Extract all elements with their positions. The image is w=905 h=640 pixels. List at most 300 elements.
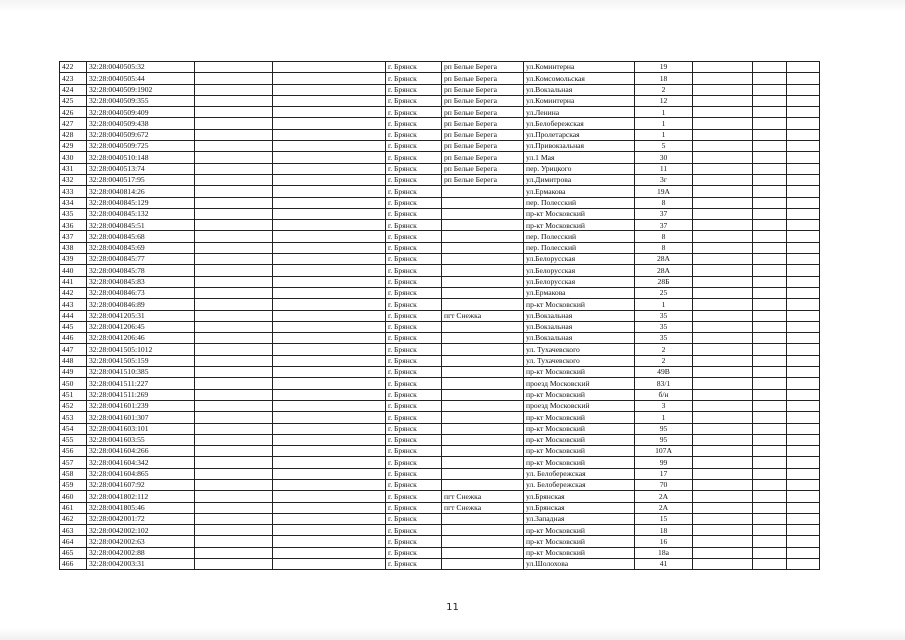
empty-col-c-cell <box>693 208 753 219</box>
empty-col-a-cell <box>195 186 273 197</box>
empty-col-a-cell <box>195 344 273 355</box>
city-cell: г. Брянск <box>386 479 442 490</box>
empty-col-d-cell <box>753 141 787 152</box>
empty-col-c-cell <box>693 186 753 197</box>
empty-col-b-cell <box>273 446 386 457</box>
empty-col-d-cell <box>753 536 787 547</box>
house-number-cell: б/н <box>635 389 693 400</box>
empty-col-d-cell <box>753 84 787 95</box>
empty-col-d-cell <box>753 344 787 355</box>
cadastral-number-cell: 32:28:0041206:46 <box>87 333 195 344</box>
house-number-cell: 37 <box>635 220 693 231</box>
house-number-cell: 28А <box>635 254 693 265</box>
empty-col-a-cell <box>195 95 273 106</box>
row-number-cell: 429 <box>60 141 87 152</box>
settlement-cell: пгт Снежка <box>442 502 524 513</box>
settlement-cell <box>442 513 524 524</box>
house-number-cell: 2 <box>635 344 693 355</box>
settlement-cell <box>442 321 524 332</box>
cadastral-number-cell: 32:28:0040845:69 <box>87 242 195 253</box>
empty-col-d-cell <box>753 129 787 140</box>
empty-col-d-cell <box>753 95 787 106</box>
empty-col-c-cell <box>693 197 753 208</box>
street-cell: ул.Комсомольская <box>524 73 635 84</box>
table-row <box>60 220 820 231</box>
empty-col-d-cell <box>753 174 787 185</box>
row-number-cell: 441 <box>60 276 87 287</box>
table-row <box>60 231 820 242</box>
settlement-cell: рп Белые Берега <box>442 129 524 140</box>
cadastral-number-cell: 32:28:0041805:46 <box>87 502 195 513</box>
street-cell: ул.1 Мая <box>524 152 635 163</box>
empty-col-d-cell <box>753 152 787 163</box>
row-number-cell: 431 <box>60 163 87 174</box>
empty-col-a-cell <box>195 242 273 253</box>
empty-col-c-cell <box>693 62 753 73</box>
street-cell: ул.Коминтерна <box>524 95 635 106</box>
table-row <box>60 107 820 118</box>
row-number-cell: 450 <box>60 378 87 389</box>
empty-col-d-cell <box>753 276 787 287</box>
table-row <box>60 129 820 140</box>
settlement-cell <box>442 525 524 536</box>
empty-col-b-cell <box>273 276 386 287</box>
city-cell: г. Брянск <box>386 141 442 152</box>
empty-col-e-cell <box>787 107 820 118</box>
empty-col-a-cell <box>195 513 273 524</box>
empty-col-d-cell <box>753 378 787 389</box>
settlement-cell <box>442 287 524 298</box>
empty-col-e-cell <box>787 118 820 129</box>
empty-col-a-cell <box>195 220 273 231</box>
table-row <box>60 265 820 276</box>
empty-col-b-cell <box>273 62 386 73</box>
cadastral-number-cell: 32:28:0040845:83 <box>87 276 195 287</box>
table-row <box>60 118 820 129</box>
street-cell: ул.Пролетарская <box>524 129 635 140</box>
house-number-cell: 18 <box>635 525 693 536</box>
table-row <box>60 242 820 253</box>
cadastral-number-cell: 32:28:0041510:385 <box>87 367 195 378</box>
house-number-cell: 1 <box>635 299 693 310</box>
street-cell: ул. Тухачевского <box>524 355 635 366</box>
house-number-cell: 30 <box>635 152 693 163</box>
table-row <box>60 547 820 558</box>
cadastral-number-cell: 32:28:0040510:148 <box>87 152 195 163</box>
empty-col-a-cell <box>195 468 273 479</box>
street-cell: пр-кт Московский <box>524 389 635 400</box>
empty-col-c-cell <box>693 310 753 321</box>
city-cell: г. Брянск <box>386 468 442 479</box>
empty-col-c-cell <box>693 265 753 276</box>
settlement-cell <box>442 242 524 253</box>
empty-col-a-cell <box>195 231 273 242</box>
empty-col-c-cell <box>693 536 753 547</box>
empty-col-b-cell <box>273 254 386 265</box>
empty-col-d-cell <box>753 434 787 445</box>
empty-col-e-cell <box>787 355 820 366</box>
cadastral-number-cell: 32:28:0040509:438 <box>87 118 195 129</box>
empty-col-b-cell <box>273 525 386 536</box>
house-number-cell: 35 <box>635 310 693 321</box>
empty-col-a-cell <box>195 265 273 276</box>
row-number-cell: 452 <box>60 400 87 411</box>
empty-col-a-cell <box>195 423 273 434</box>
house-number-cell: 18а <box>635 547 693 558</box>
settlement-cell <box>442 479 524 490</box>
empty-col-e-cell <box>787 287 820 298</box>
house-number-cell: 15 <box>635 513 693 524</box>
empty-col-b-cell <box>273 502 386 513</box>
empty-col-e-cell <box>787 163 820 174</box>
cadastral-number-cell: 32:28:0041601:239 <box>87 400 195 411</box>
empty-col-d-cell <box>753 400 787 411</box>
street-cell: пр-кт Московский <box>524 547 635 558</box>
table-row <box>60 559 820 570</box>
house-number-cell: 11 <box>635 163 693 174</box>
empty-col-e-cell <box>787 186 820 197</box>
row-number-cell: 424 <box>60 84 87 95</box>
house-number-cell: 49В <box>635 367 693 378</box>
city-cell: г. Брянск <box>386 536 442 547</box>
house-number-cell: 2А <box>635 502 693 513</box>
empty-col-a-cell <box>195 129 273 140</box>
table-row <box>60 333 820 344</box>
empty-col-d-cell <box>753 446 787 457</box>
empty-col-c-cell <box>693 457 753 468</box>
settlement-cell: рп Белые Берега <box>442 141 524 152</box>
settlement-cell <box>442 400 524 411</box>
empty-col-b-cell <box>273 513 386 524</box>
empty-col-b-cell <box>273 231 386 242</box>
empty-col-c-cell <box>693 434 753 445</box>
empty-col-a-cell <box>195 333 273 344</box>
empty-col-a-cell <box>195 299 273 310</box>
empty-col-a-cell <box>195 502 273 513</box>
empty-col-b-cell <box>273 536 386 547</box>
row-number-cell: 461 <box>60 502 87 513</box>
empty-col-a-cell <box>195 412 273 423</box>
street-cell: пр-кт Московский <box>524 434 635 445</box>
city-cell: г. Брянск <box>386 434 442 445</box>
empty-col-d-cell <box>753 491 787 502</box>
empty-col-c-cell <box>693 174 753 185</box>
row-number-cell: 437 <box>60 231 87 242</box>
empty-col-d-cell <box>753 525 787 536</box>
city-cell: г. Брянск <box>386 310 442 321</box>
empty-col-d-cell <box>753 231 787 242</box>
empty-col-e-cell <box>787 299 820 310</box>
empty-col-e-cell <box>787 265 820 276</box>
empty-col-a-cell <box>195 197 273 208</box>
cadastral-number-cell: 32:28:0040509:409 <box>87 107 195 118</box>
house-number-cell: 95 <box>635 434 693 445</box>
cadastral-number-cell: 32:28:0041511:269 <box>87 389 195 400</box>
cadastral-number-cell: 32:28:0040509:355 <box>87 95 195 106</box>
empty-col-e-cell <box>787 174 820 185</box>
street-cell: ул.Белорусская <box>524 276 635 287</box>
table-row <box>60 457 820 468</box>
row-number-cell: 430 <box>60 152 87 163</box>
settlement-cell: рп Белые Берега <box>442 84 524 95</box>
empty-col-d-cell <box>753 220 787 231</box>
street-cell: пер. Полесский <box>524 242 635 253</box>
house-number-cell: 35 <box>635 321 693 332</box>
empty-col-c-cell <box>693 118 753 129</box>
house-number-cell: 2 <box>635 84 693 95</box>
empty-col-c-cell <box>693 152 753 163</box>
empty-col-b-cell <box>273 389 386 400</box>
empty-col-b-cell <box>273 186 386 197</box>
house-number-cell: 2 <box>635 355 693 366</box>
empty-col-c-cell <box>693 321 753 332</box>
street-cell: пер. Урицкого <box>524 163 635 174</box>
empty-col-b-cell <box>273 367 386 378</box>
row-number-cell: 462 <box>60 513 87 524</box>
row-number-cell: 458 <box>60 468 87 479</box>
settlement-cell <box>442 254 524 265</box>
empty-col-a-cell <box>195 491 273 502</box>
city-cell: г. Брянск <box>386 389 442 400</box>
city-cell: г. Брянск <box>386 208 442 219</box>
settlement-cell: рп Белые Берега <box>442 152 524 163</box>
empty-col-e-cell <box>787 208 820 219</box>
empty-col-d-cell <box>753 333 787 344</box>
row-number-cell: 433 <box>60 186 87 197</box>
empty-col-b-cell <box>273 355 386 366</box>
settlement-cell <box>442 434 524 445</box>
settlement-cell <box>442 265 524 276</box>
empty-col-c-cell <box>693 502 753 513</box>
empty-col-c-cell <box>693 242 753 253</box>
house-number-cell: 2А <box>635 491 693 502</box>
city-cell: г. Брянск <box>386 73 442 84</box>
empty-col-b-cell <box>273 152 386 163</box>
row-number-cell: 453 <box>60 412 87 423</box>
scan-edge-top <box>0 0 905 12</box>
city-cell: г. Брянск <box>386 491 442 502</box>
street-cell: ул.Вокзальная <box>524 84 635 95</box>
empty-col-e-cell <box>787 434 820 445</box>
empty-col-e-cell <box>787 389 820 400</box>
empty-col-e-cell <box>787 242 820 253</box>
empty-col-d-cell <box>753 208 787 219</box>
table-row <box>60 502 820 513</box>
row-number-cell: 440 <box>60 265 87 276</box>
empty-col-d-cell <box>753 389 787 400</box>
empty-col-d-cell <box>753 299 787 310</box>
street-cell: ул.Вокзальная <box>524 310 635 321</box>
empty-col-d-cell <box>753 547 787 558</box>
cadastral-number-cell: 32:28:0041603:55 <box>87 434 195 445</box>
house-number-cell: 8 <box>635 231 693 242</box>
empty-col-c-cell <box>693 107 753 118</box>
empty-col-a-cell <box>195 536 273 547</box>
empty-col-b-cell <box>273 378 386 389</box>
cadastral-number-cell: 32:28:0040509:1902 <box>87 84 195 95</box>
table-row <box>60 299 820 310</box>
row-number-cell: 455 <box>60 434 87 445</box>
house-number-cell: 28Б <box>635 276 693 287</box>
city-cell: г. Брянск <box>386 231 442 242</box>
empty-col-e-cell <box>787 536 820 547</box>
cadastral-number-cell: 32:28:0040845:132 <box>87 208 195 219</box>
house-number-cell: 25 <box>635 287 693 298</box>
city-cell: г. Брянск <box>386 220 442 231</box>
empty-col-a-cell <box>195 389 273 400</box>
empty-col-a-cell <box>195 355 273 366</box>
city-cell: г. Брянск <box>386 367 442 378</box>
settlement-cell <box>442 276 524 287</box>
cadastral-number-cell: 32:28:0040845:129 <box>87 197 195 208</box>
empty-col-b-cell <box>273 400 386 411</box>
empty-col-d-cell <box>753 163 787 174</box>
house-number-cell: 28А <box>635 265 693 276</box>
empty-col-e-cell <box>787 491 820 502</box>
row-number-cell: 454 <box>60 423 87 434</box>
street-cell: ул.Димитрова <box>524 174 635 185</box>
house-number-cell: 16 <box>635 536 693 547</box>
city-cell: г. Брянск <box>386 152 442 163</box>
city-cell: г. Брянск <box>386 84 442 95</box>
empty-col-d-cell <box>753 310 787 321</box>
street-cell: пр-кт Московский <box>524 446 635 457</box>
cadastral-number-cell: 32:28:0040509:672 <box>87 129 195 140</box>
city-cell: г. Брянск <box>386 547 442 558</box>
empty-col-b-cell <box>273 107 386 118</box>
empty-col-a-cell <box>195 378 273 389</box>
empty-col-d-cell <box>753 502 787 513</box>
empty-col-d-cell <box>753 118 787 129</box>
row-number-cell: 443 <box>60 299 87 310</box>
empty-col-a-cell <box>195 62 273 73</box>
row-number-cell: 442 <box>60 287 87 298</box>
row-number-cell: 457 <box>60 457 87 468</box>
house-number-cell: 70 <box>635 479 693 490</box>
cadastral-number-cell: 32:28:0041505:1012 <box>87 344 195 355</box>
empty-col-d-cell <box>753 265 787 276</box>
settlement-cell: пгт Снежка <box>442 491 524 502</box>
row-number-cell: 459 <box>60 479 87 490</box>
row-number-cell: 426 <box>60 107 87 118</box>
street-cell: проезд Московский <box>524 378 635 389</box>
row-number-cell: 425 <box>60 95 87 106</box>
empty-col-c-cell <box>693 559 753 570</box>
cadastral-number-cell: 32:28:0040846:89 <box>87 299 195 310</box>
settlement-cell <box>442 378 524 389</box>
empty-col-c-cell <box>693 400 753 411</box>
empty-col-a-cell <box>195 310 273 321</box>
table-row <box>60 344 820 355</box>
row-number-cell: 447 <box>60 344 87 355</box>
table-row <box>60 355 820 366</box>
city-cell: г. Брянск <box>386 129 442 140</box>
empty-col-a-cell <box>195 400 273 411</box>
empty-col-e-cell <box>787 513 820 524</box>
row-number-cell: 428 <box>60 129 87 140</box>
table-row <box>60 468 820 479</box>
settlement-cell <box>442 299 524 310</box>
table-row <box>60 62 820 73</box>
street-cell: ул.Брянская <box>524 502 635 513</box>
empty-col-d-cell <box>753 367 787 378</box>
city-cell: г. Брянск <box>386 378 442 389</box>
house-number-cell: 1 <box>635 107 693 118</box>
empty-col-e-cell <box>787 84 820 95</box>
city-cell: г. Брянск <box>386 457 442 468</box>
street-cell: пр-кт Московский <box>524 220 635 231</box>
empty-col-d-cell <box>753 468 787 479</box>
row-number-cell: 446 <box>60 333 87 344</box>
street-cell: пер. Полесский <box>524 231 635 242</box>
street-cell: ул.Привокзальная <box>524 141 635 152</box>
house-number-cell: 95 <box>635 423 693 434</box>
table-row <box>60 276 820 287</box>
row-number-cell: 466 <box>60 559 87 570</box>
cadastral-number-cell: 32:28:0041802:112 <box>87 491 195 502</box>
house-number-cell: 5 <box>635 141 693 152</box>
empty-col-d-cell <box>753 254 787 265</box>
settlement-cell <box>442 536 524 547</box>
table-row <box>60 310 820 321</box>
empty-col-e-cell <box>787 129 820 140</box>
empty-col-b-cell <box>273 174 386 185</box>
empty-col-e-cell <box>787 152 820 163</box>
table-row <box>60 174 820 185</box>
table-row <box>60 400 820 411</box>
settlement-cell <box>442 547 524 558</box>
empty-col-b-cell <box>273 197 386 208</box>
empty-col-b-cell <box>273 208 386 219</box>
empty-col-b-cell <box>273 141 386 152</box>
table-row <box>60 321 820 332</box>
row-number-cell: 445 <box>60 321 87 332</box>
city-cell: г. Брянск <box>386 287 442 298</box>
table-row <box>60 208 820 219</box>
empty-col-b-cell <box>273 299 386 310</box>
city-cell: г. Брянск <box>386 344 442 355</box>
empty-col-e-cell <box>787 73 820 84</box>
cadastral-number-cell: 32:28:0042002:102 <box>87 525 195 536</box>
house-number-cell: 1 <box>635 118 693 129</box>
row-number-cell: 451 <box>60 389 87 400</box>
empty-col-b-cell <box>273 265 386 276</box>
empty-col-b-cell <box>273 287 386 298</box>
street-cell: ул.Брянская <box>524 491 635 502</box>
cadastral-number-cell: 32:28:0041205:31 <box>87 310 195 321</box>
empty-col-a-cell <box>195 321 273 332</box>
empty-col-c-cell <box>693 389 753 400</box>
table-row <box>60 141 820 152</box>
cadastral-number-cell: 32:28:0040845:68 <box>87 231 195 242</box>
table-row <box>60 434 820 445</box>
empty-col-a-cell <box>195 107 273 118</box>
settlement-cell: рп Белые Берега <box>442 118 524 129</box>
settlement-cell <box>442 457 524 468</box>
settlement-cell <box>442 197 524 208</box>
empty-col-b-cell <box>273 491 386 502</box>
city-cell: г. Брянск <box>386 118 442 129</box>
empty-col-a-cell <box>195 287 273 298</box>
cadastral-number-cell: 32:28:0040505:44 <box>87 73 195 84</box>
empty-col-d-cell <box>753 321 787 332</box>
street-cell: ул. Тухачевского <box>524 344 635 355</box>
empty-col-d-cell <box>753 412 787 423</box>
empty-col-e-cell <box>787 141 820 152</box>
table-row <box>60 287 820 298</box>
table-row <box>60 446 820 457</box>
empty-col-b-cell <box>273 321 386 332</box>
